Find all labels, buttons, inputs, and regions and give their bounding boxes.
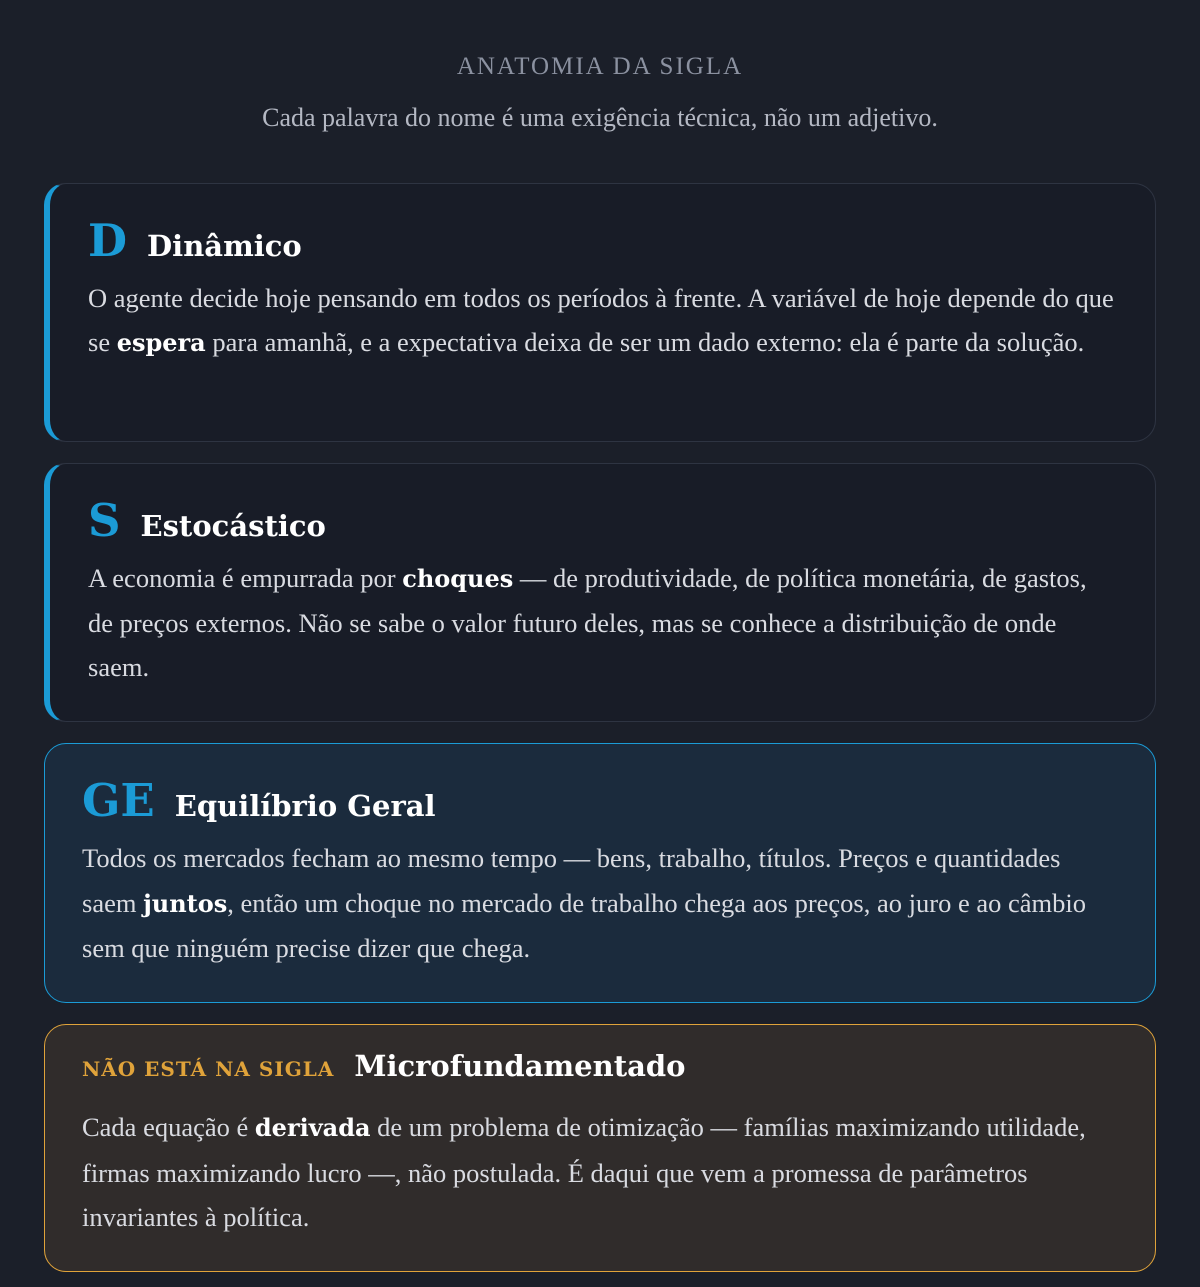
card-title-row: [88, 214, 1115, 268]
card-equilibrio-geral: [44, 743, 1156, 1003]
card-term: Microfundamentado: [354, 1049, 686, 1083]
card-title-row: [82, 1049, 1115, 1103]
card-description: [82, 836, 1115, 971]
acronym-letter: GE: [82, 774, 155, 827]
card-term: Estocástico: [140, 509, 326, 543]
acronym-letter: D: [88, 214, 128, 267]
header: [0, 0, 1200, 134]
text-segment: Cada equação é: [82, 1112, 255, 1142]
card-title-row: [88, 494, 1115, 548]
emphasis-word: choques: [402, 564, 514, 593]
text-segment: , então um choque no mercado de trabalho chega aos preços, ao juro e ao câmbio sem que ninguém precise dizer que chega.: [82, 887, 1086, 963]
card-dinamico: [44, 183, 1156, 442]
not-in-acronym-tag: NÃO ESTÁ NA SIGLA: [82, 1057, 335, 1081]
text-segment: Todos os mercados fecham ao mesmo tempo — bens, trabalho, títulos. Preços e quantidades saem: [82, 843, 1061, 918]
card-term: Equilíbrio Geral: [174, 789, 436, 823]
text-segment: A economia é empurrada por: [88, 563, 403, 593]
emphasis-word: espera: [116, 328, 206, 357]
text-segment: O agente decide hoje pensando em todos os períodos à frente. A variável de hoje depende do que se: [88, 283, 1114, 357]
card-term: Dinâmico: [147, 229, 302, 263]
emphasis-word: derivada: [254, 1113, 371, 1142]
page-subtitle: Cada palavra do nome é uma exigência técnica, não um adjetivo.: [262, 103, 938, 132]
acronym-letter: S: [88, 494, 121, 547]
text-segment: — de produtividade, de política monetária, de gastos, de preços externos. Não se sabe o valor futuro deles, mas se conhece a distribuição de onde saem.: [88, 563, 1087, 682]
card-description: [88, 276, 1115, 365]
card-microfundamentado: [44, 1024, 1156, 1272]
text-segment: para amanhã, e a expectativa deixa de ser um dado externo: ela é parte da solução.: [205, 327, 1085, 357]
emphasis-word: juntos: [143, 888, 228, 918]
card-description: [88, 556, 1115, 689]
card-estocastico: [44, 463, 1156, 722]
text-segment: de um problema de otimização — famílias maximizando utilidade, firmas maximizando lucro —, não postulada. É daqui que vem a promessa de parâmetros invariantes à política.: [82, 1112, 1086, 1232]
card-description: [82, 1105, 1115, 1240]
eyebrow-label: ANATOMIA DA SIGLA: [456, 53, 744, 80]
card-title-row: [82, 774, 1115, 828]
